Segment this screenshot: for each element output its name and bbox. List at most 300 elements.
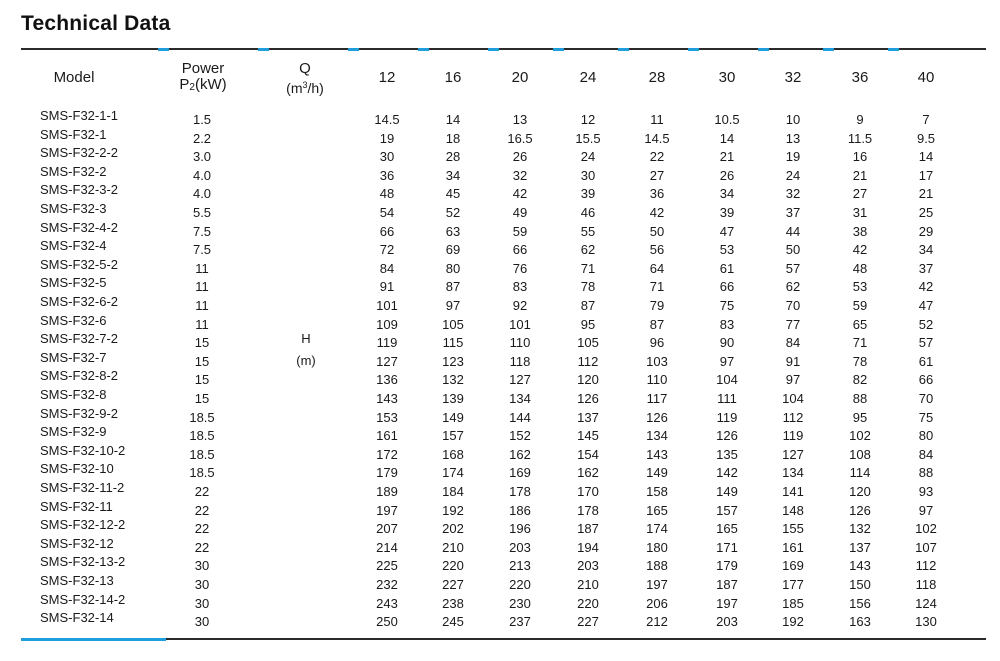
head-cell: 132 bbox=[442, 372, 464, 388]
head-cell: 120 bbox=[577, 372, 599, 388]
header-flow-rate: 30 bbox=[718, 69, 736, 86]
head-cell: 38 bbox=[852, 223, 868, 239]
head-cell: 97 bbox=[918, 502, 934, 518]
head-cell: 143 bbox=[849, 558, 871, 574]
head-cell: 161 bbox=[376, 428, 398, 444]
model-cell: SMS-F32-11 bbox=[40, 498, 113, 514]
head-cell: 77 bbox=[785, 316, 801, 332]
head-cell: 52 bbox=[918, 316, 934, 332]
head-cell: 154 bbox=[577, 446, 599, 462]
rule-accent-tick bbox=[158, 48, 169, 51]
head-cell: 180 bbox=[646, 539, 668, 555]
head-cell: 153 bbox=[376, 409, 398, 425]
head-cell: 225 bbox=[376, 558, 398, 574]
head-cell: 189 bbox=[376, 484, 398, 499]
bottom-rule-accent bbox=[21, 638, 166, 641]
power-cell: 1.5 bbox=[192, 112, 212, 127]
head-cell: 179 bbox=[716, 558, 738, 574]
model-cell: SMS-F32-5-2 bbox=[40, 256, 119, 272]
rule-accent-tick bbox=[823, 48, 834, 51]
head-cell: 105 bbox=[442, 316, 464, 332]
rule-accent-tick bbox=[418, 48, 429, 51]
model-cell: SMS-F32-12-2 bbox=[40, 517, 126, 533]
rule-accent-tick bbox=[553, 48, 564, 51]
power-cell: 11 bbox=[195, 260, 209, 276]
power-cell: 11 bbox=[195, 279, 209, 295]
head-cell: 61 bbox=[918, 353, 934, 369]
head-cell: 93 bbox=[918, 484, 934, 499]
header-power-unit: $P_2(kW)$ bbox=[179, 76, 227, 93]
model-cell: SMS-F32-9 bbox=[40, 424, 107, 440]
head-cell: 24 bbox=[785, 167, 801, 183]
head-cell: 149 bbox=[646, 465, 668, 481]
model-cell: SMS-F32-5 bbox=[40, 275, 107, 291]
head-cell: 97 bbox=[445, 298, 461, 313]
head-cell: 48 bbox=[852, 260, 868, 276]
head-cell: 178 bbox=[509, 484, 531, 499]
head-cell: 112 bbox=[577, 353, 599, 369]
head-cell: 50 bbox=[649, 223, 665, 239]
head-cell: 17 bbox=[918, 167, 934, 183]
head-cell: 18 bbox=[445, 130, 461, 146]
power-cell: 30 bbox=[194, 577, 210, 592]
head-cell: 96 bbox=[649, 335, 665, 351]
head-cell: 212 bbox=[646, 614, 668, 630]
model-cell: SMS-F32-13 bbox=[40, 573, 114, 588]
head-cell: 171 bbox=[716, 539, 738, 555]
head-cell: 177 bbox=[782, 577, 804, 592]
head-cell: 137 bbox=[577, 409, 599, 425]
head-cell: 47 bbox=[918, 298, 934, 313]
head-cell: 91 bbox=[379, 279, 395, 295]
power-cell: 18.5 bbox=[189, 446, 215, 462]
model-cell: SMS-F32-11-2 bbox=[40, 480, 125, 495]
head-cell: 127 bbox=[376, 353, 398, 369]
head-cell: 21 bbox=[918, 186, 934, 202]
head-cell: 206 bbox=[646, 595, 668, 611]
head-cell: 197 bbox=[376, 502, 398, 518]
head-cell: 19 bbox=[379, 130, 395, 146]
model-cell: SMS-F32-7 bbox=[40, 349, 107, 365]
head-cell: 107 bbox=[915, 539, 937, 555]
head-cell: 36 bbox=[649, 186, 665, 202]
head-cell: 220 bbox=[509, 577, 531, 592]
head-cell: 130 bbox=[915, 614, 937, 630]
head-cell: 119 bbox=[376, 335, 398, 351]
head-cell: 42 bbox=[649, 205, 665, 220]
head-cell: 14.5 bbox=[374, 112, 400, 127]
power-cell: 30 bbox=[194, 595, 210, 611]
head-cell: 11 bbox=[650, 112, 664, 127]
head-cell: 75 bbox=[918, 409, 934, 425]
head-cell: 53 bbox=[719, 242, 735, 258]
head-cell: 26 bbox=[512, 149, 528, 165]
head-cell: 227 bbox=[442, 577, 464, 592]
head-cell: 144 bbox=[509, 409, 531, 425]
head-cell: 123 bbox=[442, 353, 464, 369]
head-cell: 66 bbox=[918, 372, 934, 388]
head-cell: 55 bbox=[580, 223, 596, 239]
head-cell: 178 bbox=[577, 502, 599, 518]
power-cell: 22 bbox=[194, 539, 210, 555]
head-cell: 70 bbox=[918, 391, 934, 406]
head-cell: 30 bbox=[580, 167, 596, 183]
head-cell: 143 bbox=[376, 391, 398, 406]
head-cell: 54 bbox=[379, 205, 395, 220]
head-cell: 149 bbox=[442, 409, 464, 425]
head-cell: 9 bbox=[856, 112, 864, 127]
head-cell: 78 bbox=[580, 279, 596, 295]
head-cell: 44 bbox=[785, 223, 801, 239]
head-cell: 32 bbox=[785, 186, 801, 202]
head-cell: 87 bbox=[580, 298, 596, 313]
power-cell: 3.0 bbox=[192, 149, 212, 165]
head-cell: 126 bbox=[849, 502, 871, 518]
head-cell: 134 bbox=[509, 391, 531, 406]
head-cell: 119 bbox=[782, 428, 804, 444]
rule-accent-tick bbox=[488, 48, 499, 51]
head-cell: 83 bbox=[719, 316, 735, 332]
head-cell: 135 bbox=[716, 446, 738, 462]
head-cell: 13 bbox=[512, 112, 528, 127]
page-title: Technical Data bbox=[21, 12, 171, 35]
head-cell: 118 bbox=[509, 353, 531, 369]
head-cell: 157 bbox=[442, 428, 464, 444]
head-cell: 19 bbox=[785, 149, 801, 165]
model-cell: SMS-F32-7-2 bbox=[40, 331, 119, 347]
head-cell: 156 bbox=[849, 595, 871, 611]
head-cell: 105 bbox=[577, 335, 599, 351]
head-cell: 148 bbox=[782, 502, 804, 518]
head-cell: 196 bbox=[509, 521, 531, 537]
power-cell: 18.5 bbox=[189, 409, 215, 425]
head-cell: 57 bbox=[785, 260, 801, 276]
head-cell: 139 bbox=[442, 391, 464, 406]
model-cell: SMS-F32-3-2 bbox=[40, 182, 119, 198]
head-cell: 59 bbox=[512, 223, 528, 239]
head-cell: 174 bbox=[442, 465, 464, 481]
head-cell: 10 bbox=[785, 112, 801, 127]
head-cell: 134 bbox=[646, 428, 668, 444]
head-cell: 39 bbox=[719, 205, 735, 220]
header-flow-rate: 32 bbox=[784, 69, 802, 86]
head-cell: 15.5 bbox=[575, 130, 601, 146]
head-cell: 150 bbox=[849, 577, 871, 592]
head-cell: 115 bbox=[442, 335, 464, 351]
head-cell: 118 bbox=[915, 577, 937, 592]
head-cell: 13 bbox=[785, 130, 801, 146]
power-cell: 4.0 bbox=[192, 186, 212, 202]
head-cell: 50 bbox=[785, 242, 801, 258]
head-cell: 71 bbox=[580, 260, 596, 276]
head-label-symbol: H bbox=[301, 331, 311, 346]
rule-accent-tick bbox=[258, 48, 269, 51]
head-cell: 62 bbox=[785, 279, 801, 295]
head-cell: 16.5 bbox=[507, 130, 533, 146]
model-cell: SMS-F32-13-2 bbox=[40, 554, 126, 570]
head-cell: 127 bbox=[509, 372, 531, 388]
head-cell: 57 bbox=[918, 335, 934, 351]
head-cell: 69 bbox=[445, 242, 461, 258]
head-cell: 163 bbox=[849, 614, 871, 630]
head-label bbox=[296, 331, 316, 368]
head-cell: 110 bbox=[646, 372, 668, 388]
head-cell: 78 bbox=[852, 353, 868, 369]
head-cell: 169 bbox=[509, 465, 531, 481]
head-cell: 157 bbox=[716, 502, 738, 518]
power-cell: 15 bbox=[194, 335, 210, 351]
power-cell: 15 bbox=[194, 372, 210, 388]
header-flow-rate: 28 bbox=[648, 69, 666, 86]
head-cell: 213 bbox=[509, 558, 531, 574]
head-cell: 53 bbox=[852, 279, 868, 295]
head-cell: 194 bbox=[577, 539, 599, 555]
power-cell: 22 bbox=[194, 521, 210, 537]
head-cell: 76 bbox=[512, 260, 528, 276]
head-cell: 88 bbox=[918, 465, 934, 481]
power-cell: 4.0 bbox=[192, 167, 212, 183]
model-cell: SMS-F32-4-2 bbox=[40, 219, 119, 235]
head-cell: 126 bbox=[646, 409, 668, 425]
head-cell: 27 bbox=[852, 186, 868, 202]
head-cell: 66 bbox=[512, 242, 528, 258]
head-cell: 250 bbox=[376, 614, 398, 630]
model-cell: SMS-F32-14-2 bbox=[40, 591, 126, 607]
head-cell: 197 bbox=[716, 595, 738, 611]
head-cell: 165 bbox=[716, 521, 738, 537]
head-cell: 21 bbox=[852, 167, 868, 183]
head-cell: 65 bbox=[852, 316, 868, 332]
head-cell: 232 bbox=[376, 577, 398, 592]
power-cell: 22 bbox=[194, 484, 210, 499]
head-cell: 192 bbox=[782, 614, 804, 630]
power-cell: 7.5 bbox=[192, 242, 212, 258]
head-cell: 227 bbox=[577, 614, 599, 630]
power-cell: 22 bbox=[194, 502, 210, 518]
head-cell: 90 bbox=[719, 335, 735, 351]
head-cell: 165 bbox=[646, 502, 668, 518]
head-cell: 48 bbox=[379, 186, 395, 202]
head-cell: 142 bbox=[716, 465, 738, 481]
head-cell: 162 bbox=[509, 446, 531, 462]
head-cell: 210 bbox=[442, 539, 464, 555]
header-flow-rate: 24 bbox=[579, 69, 597, 86]
head-cell: 114 bbox=[849, 465, 871, 481]
head-cell: 119 bbox=[716, 409, 738, 425]
model-cell: SMS-F32-2 bbox=[40, 163, 107, 179]
model-cell: SMS-F32-2-2 bbox=[40, 145, 119, 161]
model-cell: SMS-F32-1 bbox=[40, 126, 107, 142]
head-cell: 34 bbox=[445, 167, 461, 183]
head-cell: 31 bbox=[852, 205, 868, 220]
model-cell: SMS-F32-3 bbox=[40, 201, 107, 216]
head-cell: 104 bbox=[782, 391, 804, 406]
head-cell: 87 bbox=[445, 279, 461, 295]
head-cell: 56 bbox=[649, 242, 665, 258]
head-cell: 80 bbox=[445, 260, 461, 276]
head-cell: 66 bbox=[719, 279, 735, 295]
power-cell: 18.5 bbox=[189, 465, 215, 481]
head-cell: 10.5 bbox=[714, 112, 740, 127]
power-cell: 15 bbox=[194, 391, 210, 406]
head-cell: 203 bbox=[577, 558, 599, 574]
head-cell: 14.5 bbox=[644, 130, 670, 146]
power-cell: 30 bbox=[194, 614, 210, 630]
head-cell: 36 bbox=[379, 167, 395, 183]
head-cell: 49 bbox=[512, 205, 528, 220]
head-cell: 61 bbox=[719, 260, 735, 276]
power-cell: 30 bbox=[194, 558, 210, 574]
head-cell: 134 bbox=[782, 465, 804, 481]
head-cell: 112 bbox=[915, 558, 937, 574]
head-cell: 79 bbox=[649, 298, 665, 313]
head-cell: 214 bbox=[376, 539, 398, 555]
header-flow-rate: 20 bbox=[511, 69, 529, 86]
head-cell: 109 bbox=[376, 316, 398, 332]
head-cell: 52 bbox=[445, 205, 461, 220]
header-flow-rate: 36 bbox=[851, 69, 869, 86]
header-power-label: Power bbox=[181, 60, 225, 77]
head-cell: 42 bbox=[852, 242, 868, 258]
head-cell: 71 bbox=[852, 335, 868, 351]
model-cell: SMS-F32-6 bbox=[40, 312, 107, 328]
head-cell: 84 bbox=[785, 335, 801, 351]
head-cell: 179 bbox=[376, 465, 398, 481]
header-flow-rate: 12 bbox=[378, 69, 396, 86]
head-cell: 14 bbox=[445, 112, 461, 127]
head-cell: 197 bbox=[646, 577, 668, 592]
head-cell: 141 bbox=[782, 484, 804, 499]
head-cell: 168 bbox=[442, 446, 464, 462]
head-cell: 111 bbox=[717, 391, 737, 406]
head-cell: 127 bbox=[782, 446, 804, 462]
head-cell: 237 bbox=[509, 614, 531, 630]
header-flow-label: Q bbox=[299, 60, 311, 77]
head-cell: 16 bbox=[852, 149, 868, 165]
head-cell: 37 bbox=[785, 205, 801, 220]
head-cell: 64 bbox=[649, 260, 665, 276]
head-cell: 59 bbox=[852, 298, 868, 313]
head-cell: 26 bbox=[719, 167, 735, 183]
head-cell: 7 bbox=[922, 112, 930, 127]
head-cell: 34 bbox=[719, 186, 735, 202]
head-cell: 9.5 bbox=[916, 130, 936, 146]
head-cell: 104 bbox=[716, 372, 738, 388]
head-cell: 25 bbox=[918, 205, 934, 220]
head-cell: 102 bbox=[849, 428, 871, 444]
head-cell: 42 bbox=[918, 279, 934, 295]
head-cell: 110 bbox=[509, 335, 531, 351]
head-cell: 238 bbox=[442, 595, 464, 611]
head-cell: 14 bbox=[918, 149, 934, 165]
model-cell: SMS-F32-4 bbox=[40, 238, 107, 254]
head-label-unit: (m) bbox=[296, 353, 316, 368]
head-cell: 117 bbox=[646, 391, 668, 406]
head-cell: 95 bbox=[852, 409, 868, 425]
rule-accent-tick bbox=[888, 48, 899, 51]
model-cell: SMS-F32-1-1 bbox=[40, 108, 119, 123]
header-model: Model bbox=[53, 69, 95, 86]
head-cell: 101 bbox=[376, 298, 398, 313]
head-cell: 162 bbox=[577, 465, 599, 481]
head-cell: 88 bbox=[852, 391, 868, 406]
head-cell: 184 bbox=[442, 484, 464, 499]
head-cell: 210 bbox=[577, 577, 599, 592]
head-cell: 87 bbox=[649, 316, 665, 332]
head-cell: 84 bbox=[918, 446, 934, 462]
header-flow-rate: 16 bbox=[444, 69, 462, 86]
head-cell: 82 bbox=[852, 372, 868, 388]
head-cell: 34 bbox=[918, 242, 934, 258]
head-cell: 39 bbox=[580, 186, 596, 202]
head-cell: 124 bbox=[915, 595, 937, 611]
head-cell: 22 bbox=[649, 149, 665, 165]
head-cell: 152 bbox=[509, 428, 531, 444]
head-cell: 32 bbox=[512, 167, 528, 183]
head-cell: 42 bbox=[512, 186, 528, 202]
head-cell: 120 bbox=[849, 484, 871, 499]
head-cell: 243 bbox=[376, 595, 398, 611]
header-power bbox=[168, 61, 238, 96]
head-cell: 126 bbox=[577, 391, 599, 406]
head-cell: 112 bbox=[782, 409, 804, 425]
model-cell: SMS-F32-10 bbox=[40, 461, 114, 477]
head-cell: 63 bbox=[445, 223, 461, 239]
header-flow bbox=[270, 61, 340, 96]
model-cell: SMS-F32-9-2 bbox=[40, 405, 119, 421]
rule-accent-tick bbox=[758, 48, 769, 51]
head-cell: 103 bbox=[646, 353, 668, 369]
head-cell: 62 bbox=[580, 242, 596, 258]
power-cell: 5.5 bbox=[192, 205, 212, 220]
rule-accent-tick bbox=[348, 48, 359, 51]
model-cell: SMS-F32-14 bbox=[40, 610, 114, 626]
head-cell: 203 bbox=[716, 614, 738, 630]
head-cell: 158 bbox=[646, 484, 668, 499]
header-flow-rate: 40 bbox=[917, 69, 935, 86]
head-cell: 126 bbox=[716, 428, 738, 444]
head-cell: 84 bbox=[379, 260, 395, 276]
head-cell: 72 bbox=[379, 242, 395, 258]
head-cell: 29 bbox=[918, 223, 934, 239]
head-cell: 101 bbox=[509, 316, 531, 332]
head-cell: 108 bbox=[849, 446, 871, 462]
head-cell: 11.5 bbox=[847, 130, 873, 146]
rule-accent-tick bbox=[618, 48, 629, 51]
head-cell: 92 bbox=[512, 298, 528, 313]
head-cell: 187 bbox=[716, 577, 738, 592]
power-cell: 11 bbox=[195, 298, 209, 313]
head-cell: 188 bbox=[646, 558, 668, 574]
head-cell: 143 bbox=[646, 446, 668, 462]
head-cell: 202 bbox=[442, 521, 464, 537]
head-cell: 161 bbox=[782, 539, 804, 555]
power-cell: 18.5 bbox=[189, 428, 215, 444]
head-cell: 30 bbox=[379, 149, 395, 165]
model-cell: SMS-F32-12 bbox=[40, 535, 114, 551]
head-cell: 145 bbox=[577, 428, 599, 444]
head-cell: 155 bbox=[782, 521, 804, 537]
power-cell: 7.5 bbox=[192, 223, 212, 239]
head-cell: 132 bbox=[849, 521, 871, 537]
head-cell: 97 bbox=[785, 372, 801, 388]
header-flow-unit: $(m^3/h)$ bbox=[286, 80, 324, 96]
head-cell: 136 bbox=[376, 372, 398, 388]
head-cell: 70 bbox=[785, 298, 801, 313]
head-cell: 71 bbox=[649, 279, 665, 295]
model-cell: SMS-F32-8-2 bbox=[40, 368, 119, 384]
head-cell: 186 bbox=[509, 502, 531, 518]
